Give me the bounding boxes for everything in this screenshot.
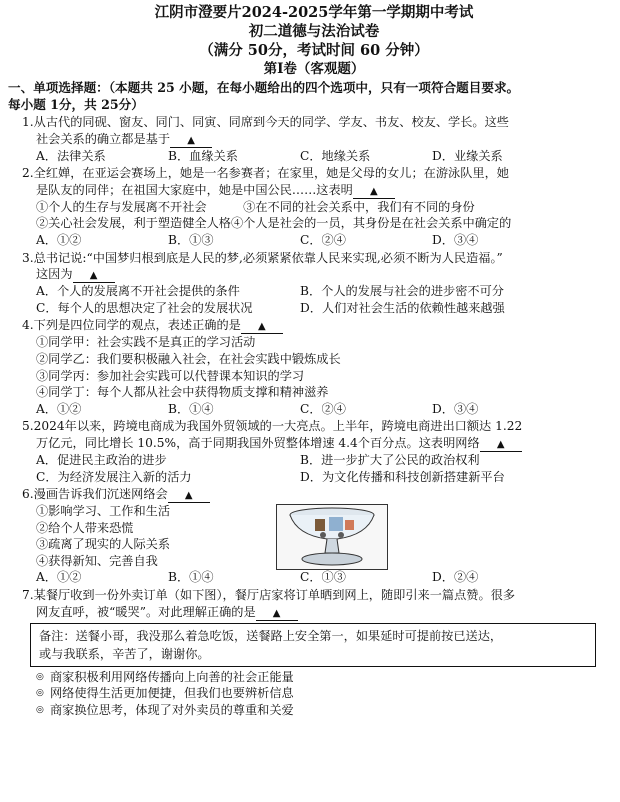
q1-stem-1: 1.从古代的同砚、窗友、同门、同寅、同席到今天的同学、学友、书友、校友、学长。这些 (22, 115, 509, 129)
q7-bullet-2: ◎ 网络使得生活更加便捷，但我们也要辨析信息 (36, 686, 294, 701)
question-4 (22, 317, 606, 417)
answer-blank: ▲ (241, 320, 283, 334)
option-b: B．①③ (168, 232, 214, 247)
order-note-line-1: 备注：送餐小哥，我没那么着急吃饭，送餐路上安全第一，如果延时可提前按已送达， (39, 628, 503, 643)
cartoon-image (276, 504, 388, 570)
q7-bullet-3: ◎ 商家换位思考，体现了对外卖员的尊重和关爱 (36, 702, 294, 717)
exam-scoring: （满分 50分，考试时间 60 分钟） (199, 42, 429, 59)
section-heading-2: 每小题 1分，共 25分） (8, 97, 144, 112)
q6-item-1: ①影响学习、工作和生活 (36, 504, 171, 519)
option-a: A．①② (36, 570, 82, 585)
q7-stem-1: 7.某餐厅收到一份外卖订单（如下图），餐厅店家将订单晒到网上，随即引来一篇点赞。很多 (22, 588, 516, 603)
answer-blank: ▲ (170, 134, 212, 148)
q1-options (22, 148, 606, 165)
q3-stem-2: 这因为 ▲ (22, 266, 606, 283)
answer-blank: ▲ (256, 607, 298, 621)
q3-options (22, 283, 606, 316)
option-a: A．①② (36, 232, 82, 247)
section-heading: 一、单项选择题：（本题共 25 小题，在每小题给出的四个选项中，只有一项符合题目要求。 (8, 80, 520, 95)
q2-item-1: ①个人的生存与发展离不开社会 ③在不同的社会关系中，我们有不同的身份 (36, 199, 475, 214)
circle-bullet-icon: ◎ (36, 688, 44, 699)
option-d: D．人们对社会生活的依赖性越来越强 (300, 300, 505, 315)
q4-item-1: ①同学甲：社会实践不是真正的学习活动 (36, 335, 256, 350)
option-a: A．促进民主政治的进步 (36, 452, 167, 467)
option-d: D．业缘关系 (432, 148, 503, 163)
exam-subtitle: 初二道德与法治试卷 (248, 23, 380, 40)
answer-blank: ▲ (480, 438, 522, 452)
question-5 (22, 418, 606, 485)
q6-options (22, 569, 606, 586)
answer-blank: ▲ (73, 269, 115, 283)
option-b: B．个人的发展与社会的进步密不可分 (300, 284, 504, 299)
option-c: C．②④ (300, 401, 346, 416)
option-b: B．血缘关系 (168, 148, 238, 163)
hourglass-cartoon-icon (277, 505, 387, 569)
option-d: D．②④ (432, 570, 479, 585)
q4-item-2: ②同学乙：我们要积极融入社会，在社会实践中锻炼成长 (36, 351, 341, 366)
exam-title: 江阴市澄要片2024-2025学年第一学期期中考试 (154, 4, 474, 21)
q7-stem-2: 网友直呼，被“暖哭”。对此理解正确的是 ▲ (22, 604, 606, 621)
option-a: A．法律关系 (36, 148, 106, 163)
option-c: C．地缘关系 (300, 148, 371, 163)
q4-item-3: ③同学丙：参加社会实践可以代替课本知识的学习 (36, 368, 305, 383)
order-note-line-2: 或与我联系，辛苦了，谢谢你。 (39, 646, 210, 661)
q5-stem-1: 5.2024年以来，跨境电商成为我国外贸领域的一大亮点。上半年，跨境电商进出口额达 1.22 (22, 419, 523, 434)
q1-stem-2: 社会关系的确立都是基于 ▲ (22, 131, 606, 148)
option-a: A．个人的发展离不开社会提供的条件 (36, 284, 240, 299)
q7-bullet-1: ◎ 商家积极利用网络传播向上向善的社会正能量 (36, 669, 294, 684)
q2-item-2: ②关心社会发展，利于塑造健全人格④个人是社会的一员，其身份是在社会关系中确定的 (36, 216, 512, 231)
option-c: C．①③ (300, 570, 346, 585)
option-c: C．为经济发展注入新的活力 (36, 469, 192, 484)
q6-item-2: ②给个人带来恐慌 (36, 520, 134, 535)
order-note-box (30, 623, 596, 667)
q4-stem: 4.下列是四位同学的观点，表述正确的是 ▲ (22, 317, 606, 334)
option-d: D．③④ (432, 232, 479, 247)
q4-item-4: ④同学丁：每个人都从社会中获得物质支撑和精神滋养 (36, 385, 329, 400)
circle-bullet-icon: ◎ (36, 704, 44, 715)
question-3 (22, 250, 606, 317)
question-1 (22, 114, 606, 164)
question-6 (22, 486, 606, 586)
question-2 (22, 165, 606, 248)
option-d: D．③④ (432, 401, 479, 416)
q5-stem-2: 万亿元，同比增长 10.5%，高于同期我国外贸整体增速 4.4个百分点。这表明网络 ▲ (22, 435, 606, 452)
q4-options (22, 401, 606, 418)
option-c: C．②④ (300, 232, 346, 247)
option-c: C．每个人的思想决定了社会的发展状况 (36, 300, 253, 315)
q6-item-4: ④获得新知、完善自我 (36, 553, 158, 568)
q3-stem-1: 3.总书记说:“中国梦归根到底是人民的梦,必须紧紧依靠人民来实现,必须不断为人民造福。” (22, 250, 503, 265)
q6-item-3: ③疏离了现实的人际关系 (36, 537, 171, 552)
answer-blank: ▲ (168, 489, 210, 503)
option-b: B．①④ (168, 570, 214, 585)
question-7 (22, 587, 606, 718)
option-b: B．①④ (168, 401, 214, 416)
circle-bullet-icon: ◎ (36, 671, 44, 682)
q2-stem-2: 是队友的同伴；在祖国大家庭中，她是中国公民……这表明 ▲ (22, 182, 606, 199)
option-b: B．进一步扩大了公民的政治权利 (300, 452, 480, 467)
option-d: D．为文化传播和科技创新搭建新平台 (300, 469, 505, 484)
answer-blank: ▲ (353, 185, 395, 199)
q6-stem: 6.漫画告诉我们沉迷网络会 ▲ (22, 486, 606, 503)
option-a: A．①② (36, 401, 82, 416)
part-heading: 第Ⅰ卷（客观题） (263, 61, 365, 77)
q5-options (22, 452, 606, 485)
q2-options (22, 232, 606, 249)
q2-stem-1: 2.全红婵，在亚运会赛场上，她是一名参赛者；在家里，她是父母的女儿；在游泳队里，她 (22, 166, 509, 181)
